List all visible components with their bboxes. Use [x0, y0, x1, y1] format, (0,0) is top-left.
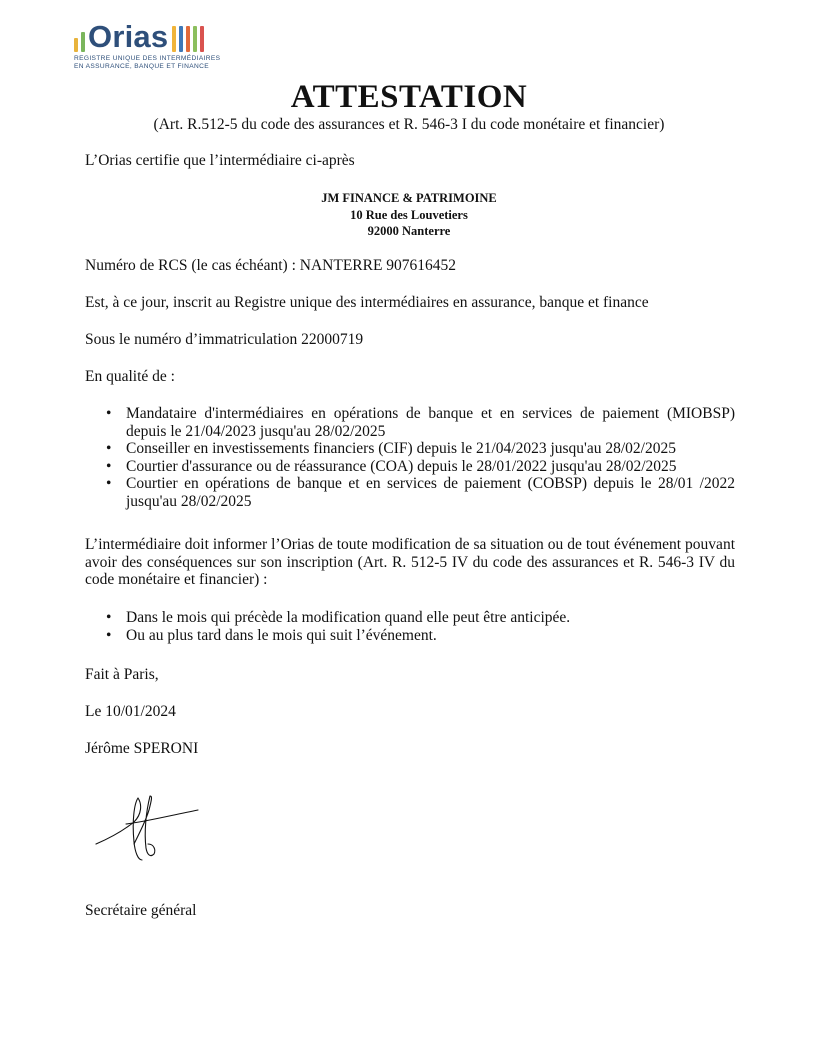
logo-bar	[179, 26, 183, 52]
bullet-icon: •	[106, 457, 112, 475]
registered-text: Est, à ce jour, inscrit au Registre unique des intermédiaires en assurance, banque et finance	[85, 294, 649, 311]
list-item	[85, 475, 735, 510]
deadline-list	[85, 609, 735, 644]
logo-bar	[193, 26, 197, 52]
rcs-number: Numéro de RCS (le cas échéant) : NANTERRE 907616452	[85, 257, 457, 274]
company-address	[0, 190, 818, 240]
list-item	[85, 440, 735, 458]
bullet-icon: •	[106, 405, 112, 422]
deadline-text: Ou au plus tard dans le mois qui suit l’événement.	[126, 626, 437, 644]
list-item	[85, 458, 735, 476]
signature-image	[92, 792, 204, 864]
orias-logo	[74, 18, 244, 74]
capacity-text: Courtier d'assurance ou de réassurance (COA) depuis le 28/01/2022 jusqu'au 28/02/2025	[126, 457, 677, 475]
list-item	[85, 609, 735, 627]
capacity-text: Courtier en opérations de banque et en services de paiement (COBSP) depuis le 28/01 /2022 jusqu'au 28/02/2025	[126, 475, 735, 510]
date-text: Le 10/01/2024	[85, 703, 176, 720]
logo-subtitle-line2: EN ASSURANCE, BANQUE ET FINANCE	[74, 63, 209, 70]
list-item	[85, 405, 735, 440]
capacity-list	[85, 405, 735, 510]
bullet-icon: •	[106, 440, 112, 457]
orias-logo-mark	[74, 18, 244, 52]
document-subtitle: (Art. R.512-5 du code des assurances et R. 546-3 I du code monétaire et financier)	[153, 116, 665, 133]
logo-bars-left	[74, 24, 85, 52]
capacity-text: Mandataire d'intermédiaires en opérations de banque et en services de paiement (MIOBSP) depuis le 21/04/2023 jusqu'au 28/02/2025	[126, 405, 735, 440]
certify-text: L’Orias certifie que l’intermédiaire ci-après	[85, 152, 355, 169]
signatory-name: Jérôme SPERONI	[85, 740, 199, 757]
deadline-text: Dans le mois qui précède la modification quand elle peut être anticipée.	[126, 609, 571, 626]
bullet-icon: •	[106, 609, 112, 626]
signatory-role: Secrétaire général	[85, 902, 197, 919]
document-title: ATTESTATION	[290, 79, 528, 115]
logo-bar	[81, 32, 85, 52]
company-street: 10 Rue des Louvetiers	[350, 207, 468, 222]
capacity-text: Conseiller en investissements financiers (CIF) depuis le 21/04/2023 jusqu'au 28/02/2025	[126, 440, 676, 457]
list-item	[85, 627, 735, 645]
logo-bar	[74, 38, 78, 52]
logo-bar	[186, 26, 190, 52]
logo-bars-right	[172, 24, 204, 52]
company-city: 92000 Nanterre	[367, 224, 451, 238]
obligation-text: L’intermédiaire doit informer l’Orias de toute modification de sa situation ou de tout événement pouvant avoir des conséquences sur son inscription (Art. R. 512-5 IV du code des assurances et R. 546-3 IV du code monétaire et financier) :	[85, 536, 735, 588]
immatriculation-number: Sous le numéro d’immatriculation 22000719	[85, 331, 364, 348]
logo-wordmark: Orias	[88, 19, 169, 54]
logo-subtitle-line1: REGISTRE UNIQUE DES INTERMÉDIAIRES	[74, 55, 221, 62]
company-name: JM FINANCE & PATRIMOINE	[321, 191, 497, 205]
capacity-intro: En qualité de :	[85, 368, 175, 385]
bullet-icon: •	[106, 475, 112, 492]
logo-bar	[172, 26, 176, 52]
logo-bar	[200, 26, 204, 52]
bullet-icon: •	[106, 626, 112, 644]
place-text: Fait à Paris,	[85, 666, 159, 683]
